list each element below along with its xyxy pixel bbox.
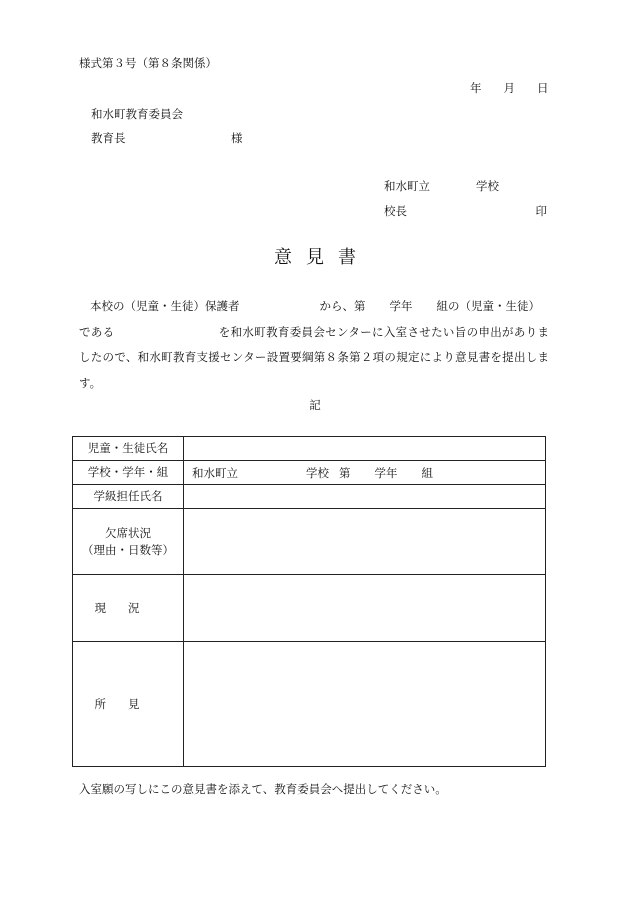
- absence-label-line2: （理由・日数等）: [82, 542, 174, 557]
- sender-principal: 校長: [384, 204, 407, 218]
- addressee-honorific: 様: [231, 131, 243, 145]
- addressee-title-line: [91, 130, 243, 146]
- sender-school-suffix: 学校: [476, 179, 499, 193]
- opinion-text: 所見: [94, 696, 162, 711]
- table-row: [73, 437, 546, 461]
- table-row: [73, 509, 546, 575]
- grade-label: 学年: [374, 465, 398, 480]
- table-row: [73, 642, 546, 767]
- body-part1: 本校の（児童・生徒）保護者: [90, 299, 240, 313]
- opinion-label: [73, 642, 184, 767]
- sender-principal-line: [384, 203, 547, 219]
- sender-seal: 印: [535, 204, 547, 218]
- body-part2: から、第: [319, 299, 366, 313]
- opinion-field: [184, 642, 546, 767]
- school-prefix: 和水町立: [192, 465, 238, 480]
- school-grade-class-field: [184, 461, 546, 485]
- ki-note: 記: [309, 398, 321, 412]
- school-suffix: 学校: [306, 465, 329, 480]
- document-title: 意見書: [274, 247, 370, 268]
- class-label: 組: [421, 465, 433, 480]
- current-status-text: 現況: [94, 600, 162, 615]
- student-name-field: [184, 437, 546, 461]
- date-year: 年: [470, 81, 482, 95]
- body-part5: である: [79, 324, 115, 339]
- opinion-form-table: [72, 436, 546, 767]
- sender-school-prefix: 和水町立: [384, 179, 430, 193]
- body-part6: を和水町教育委員会センターに入室させたい旨の申出がありましたので、和水町教育支援センター設置要綱第８条第２項の規定により意見書を提出します。: [79, 324, 549, 390]
- table-row: [73, 461, 546, 485]
- current-status-field: [184, 575, 546, 642]
- current-status-label: [73, 575, 184, 642]
- body-part4: 組の（児童・生徒）: [436, 299, 540, 313]
- date-day: 日: [537, 81, 549, 95]
- table-row: [73, 485, 546, 509]
- teacher-name-label: 学級担任氏名: [73, 485, 184, 509]
- body-paragraph: [79, 294, 549, 396]
- absence-status-field: [184, 509, 546, 575]
- sender-school-line: [384, 178, 499, 194]
- form-number: 様式第３号（第８条関係）: [79, 56, 217, 70]
- date-month: 月: [503, 81, 515, 95]
- grade-dai: 第: [339, 465, 351, 480]
- absence-status-label: [73, 509, 184, 575]
- student-name-label: 児童・生徒氏名: [73, 437, 184, 461]
- school-grade-class-label: 学校・学年・組: [73, 461, 184, 485]
- teacher-name-field: [184, 485, 546, 509]
- body-part3: 学年: [389, 299, 413, 313]
- addressee-organization: 和水町教育委員会: [91, 107, 183, 121]
- table-row: [73, 575, 546, 642]
- date-line: [470, 80, 549, 96]
- absence-label-line1: 欠席状況: [105, 525, 151, 540]
- footer-note: 入室願の写しにこの意見書を添えて、教育委員会へ提出してください。: [79, 782, 447, 796]
- addressee-title: 教育長: [91, 131, 126, 145]
